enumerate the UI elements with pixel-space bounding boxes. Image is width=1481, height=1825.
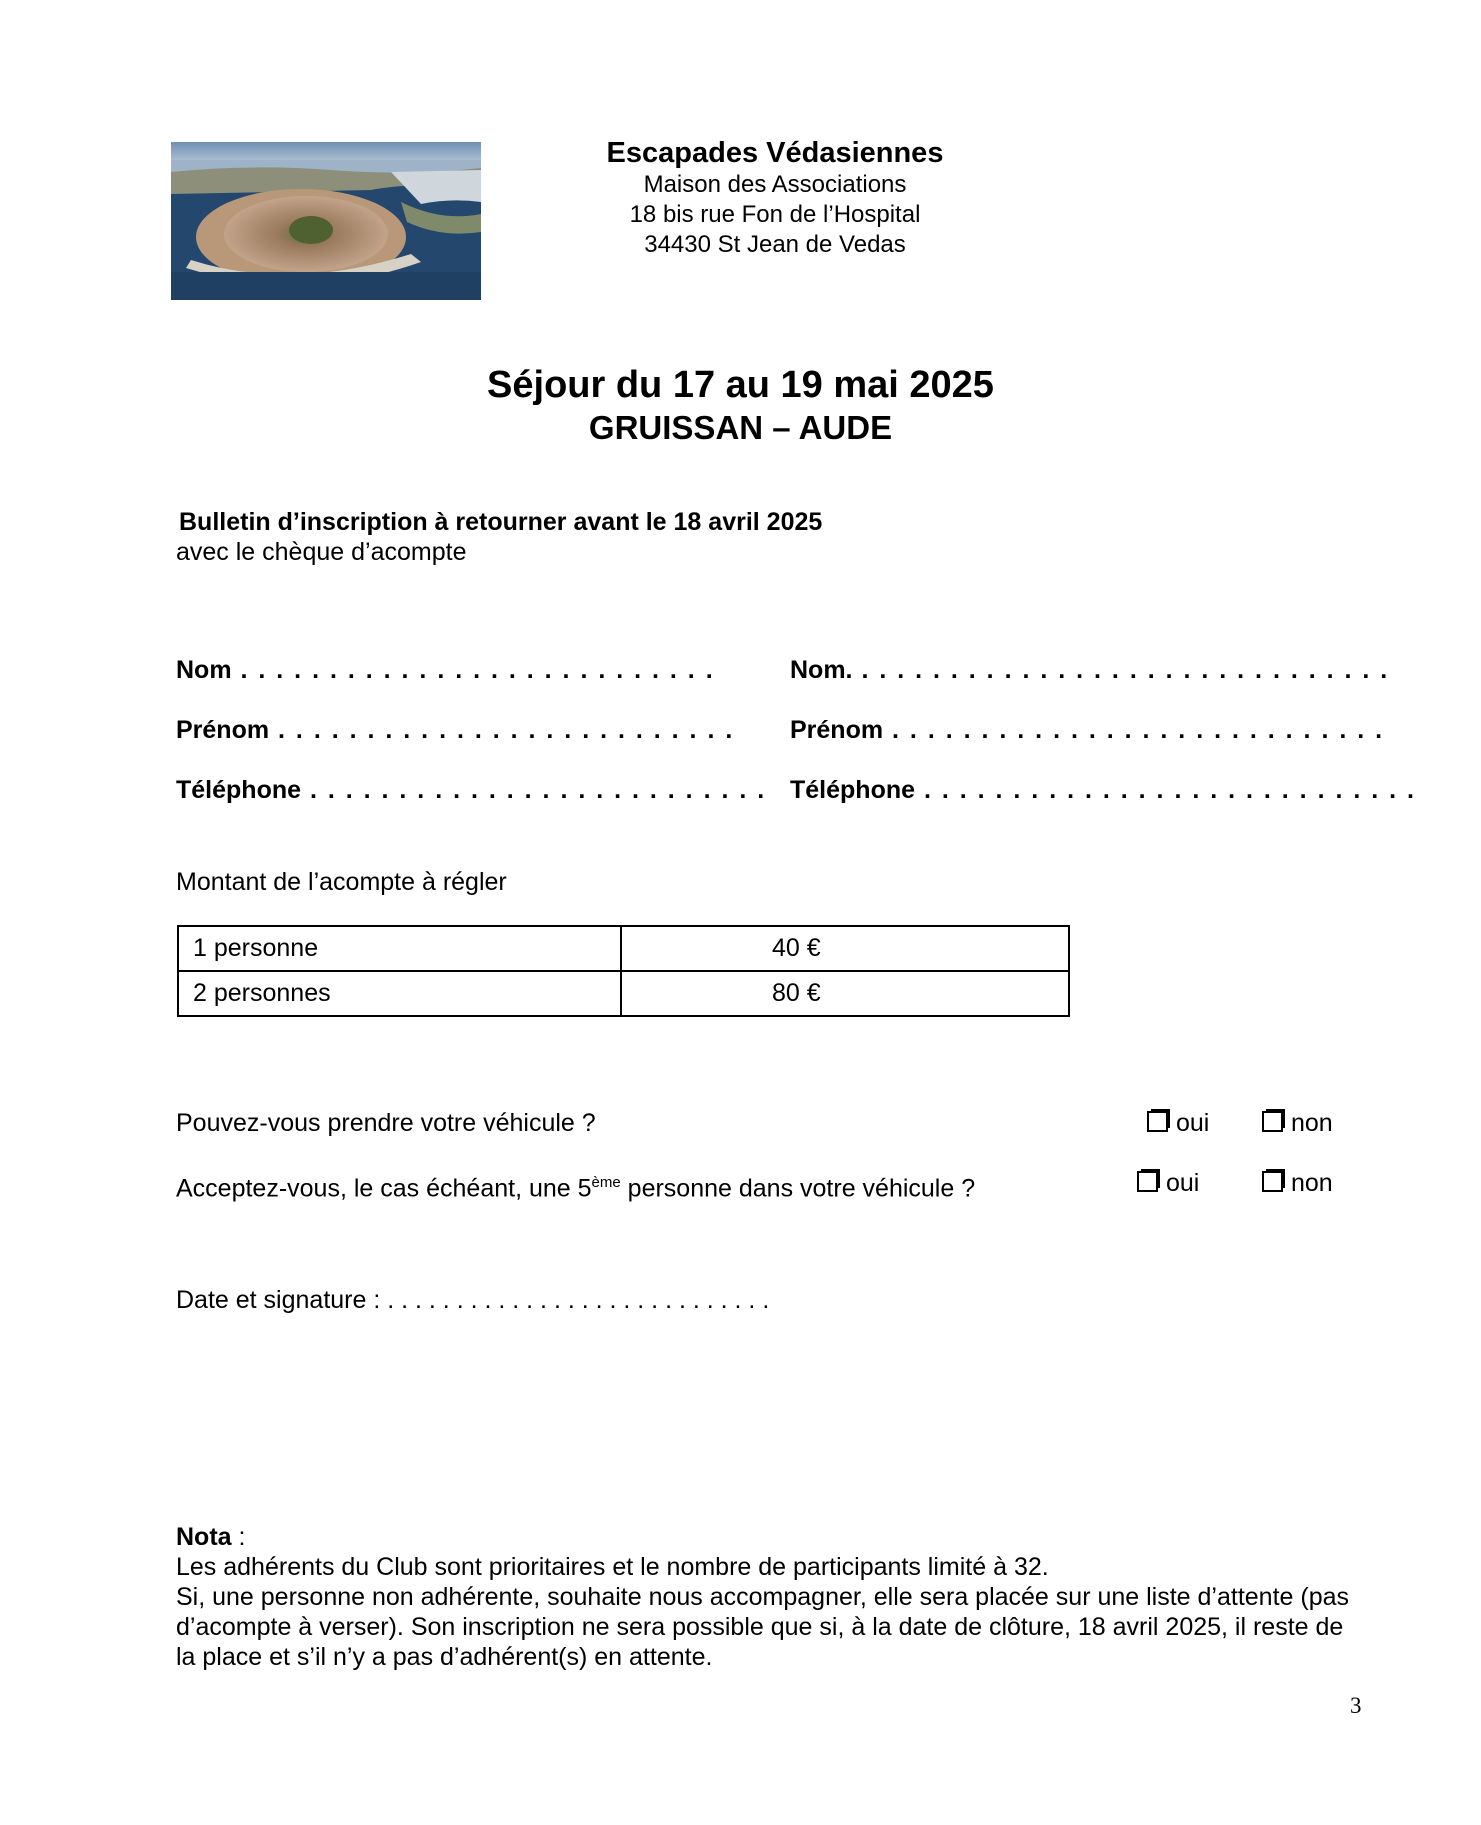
event-title: Séjour du 17 au 19 mai 2025	[487, 364, 994, 406]
aerial-photo	[171, 142, 481, 300]
field-dots: . . . . . . . . . . . . . . . . . . . . . . . . . .	[269, 716, 735, 744]
option-label: oui	[1176, 1109, 1210, 1137]
question-text: personne dans votre véhicule ?	[620, 1174, 976, 1203]
vehicle-no-option[interactable]	[1262, 1107, 1333, 1139]
field-dots: . . . . . . . . . . . . . . . . . . . . . . . . . .	[301, 776, 767, 804]
field-label: Téléphone	[176, 776, 302, 804]
checkbox-icon[interactable]	[1262, 1111, 1283, 1132]
checkbox-icon[interactable]	[1137, 1171, 1158, 1192]
nota-text: Les adhérents du Club sont prioritaires et le nombre de participants limité à 32.	[176, 1553, 1049, 1581]
name-field-2[interactable]	[790, 654, 1389, 686]
field-dots: . . . . . . . . . . . . . . . . . . . . . . . . . . . . . .	[852, 656, 1390, 684]
phone-field-2[interactable]	[790, 774, 1416, 806]
nota-colon: :	[231, 1523, 246, 1551]
option-label: non	[1291, 1109, 1333, 1137]
nota-section	[176, 1522, 1356, 1672]
field-label: Prénom	[176, 716, 270, 744]
bulletin-heading: Bulletin d’inscription à retourner avant le 18 avril 2025	[179, 508, 823, 536]
deposit-table	[177, 925, 1070, 1017]
vehicle-question: Pouvez-vous prendre votre véhicule ?	[176, 1109, 596, 1137]
deposit-label: 1 personne	[178, 926, 621, 971]
field-dots: . . . . . . . . . . . . . . . . . . . . . . . . . . .	[231, 656, 715, 684]
name-field-1[interactable]	[176, 654, 715, 686]
field-dots: . . . . . . . . . . . . . . . . . . . . . . . . . . . .	[883, 716, 1385, 744]
firstname-field-1[interactable]	[176, 714, 734, 746]
page-number: 3	[1350, 1693, 1362, 1718]
field-dots: . . . . . . . . . . . . . . . . . . . . . . . . . . . .	[915, 776, 1416, 804]
option-label: non	[1291, 1169, 1333, 1197]
signature-dots: . . . . . . . . . . . . . . . . . . . . . . . . . . . .	[380, 1286, 770, 1314]
checkbox-icon[interactable]	[1147, 1111, 1168, 1132]
fifth-person-question	[176, 1167, 975, 1204]
signature-field[interactable]	[176, 1284, 769, 1316]
bulletin-subheading: avec le chèque d’acompte	[176, 538, 467, 566]
table-row	[178, 971, 1069, 1016]
phone-field-1[interactable]	[176, 774, 766, 806]
organization-name: Escapades Védasiennes	[606, 137, 944, 169]
fifth-person-yes-option[interactable]	[1137, 1167, 1199, 1199]
vehicle-yes-option[interactable]	[1147, 1107, 1209, 1139]
deposit-label: 2 personnes	[178, 971, 621, 1016]
option-label: oui	[1166, 1169, 1200, 1197]
table-row	[178, 926, 1069, 971]
nota-heading: Nota	[176, 1523, 232, 1551]
field-label: Nom	[176, 656, 232, 684]
address-line: Maison des Associations	[643, 171, 907, 198]
field-label: Prénom	[790, 716, 884, 744]
organization-header	[560, 136, 990, 260]
field-label: Nom.	[790, 656, 853, 684]
deposit-heading: Montant de l’acompte à régler	[176, 868, 507, 896]
nota-text: Si, une personne non adhérente, souhaite nous accompagner, elle sera placée sur une liste d’attente (pas d’acompte à verser). Son inscription ne sera possible que si, à la date de clôture, 18 avril 2025, il reste de la place et s’il n’y a pas d’adhérent(s) en attente.	[176, 1583, 1350, 1671]
checkbox-icon[interactable]	[1262, 1171, 1283, 1192]
fifth-person-no-option[interactable]	[1262, 1167, 1333, 1199]
question-text: Acceptez-vous, le cas échéant, une 5	[176, 1174, 592, 1203]
question-superscript: ème	[591, 1174, 621, 1191]
deposit-amount: 40 €	[621, 926, 1069, 971]
deposit-amount: 80 €	[621, 971, 1069, 1016]
signature-label: Date et signature :	[176, 1286, 381, 1314]
address-line: 34430 St Jean de Vedas	[644, 231, 906, 258]
address-line: 18 bis rue Fon de l’Hospital	[629, 201, 921, 228]
event-location: GRUISSAN – AUDE	[588, 409, 893, 446]
firstname-field-2[interactable]	[790, 714, 1384, 746]
field-label: Téléphone	[790, 776, 916, 804]
